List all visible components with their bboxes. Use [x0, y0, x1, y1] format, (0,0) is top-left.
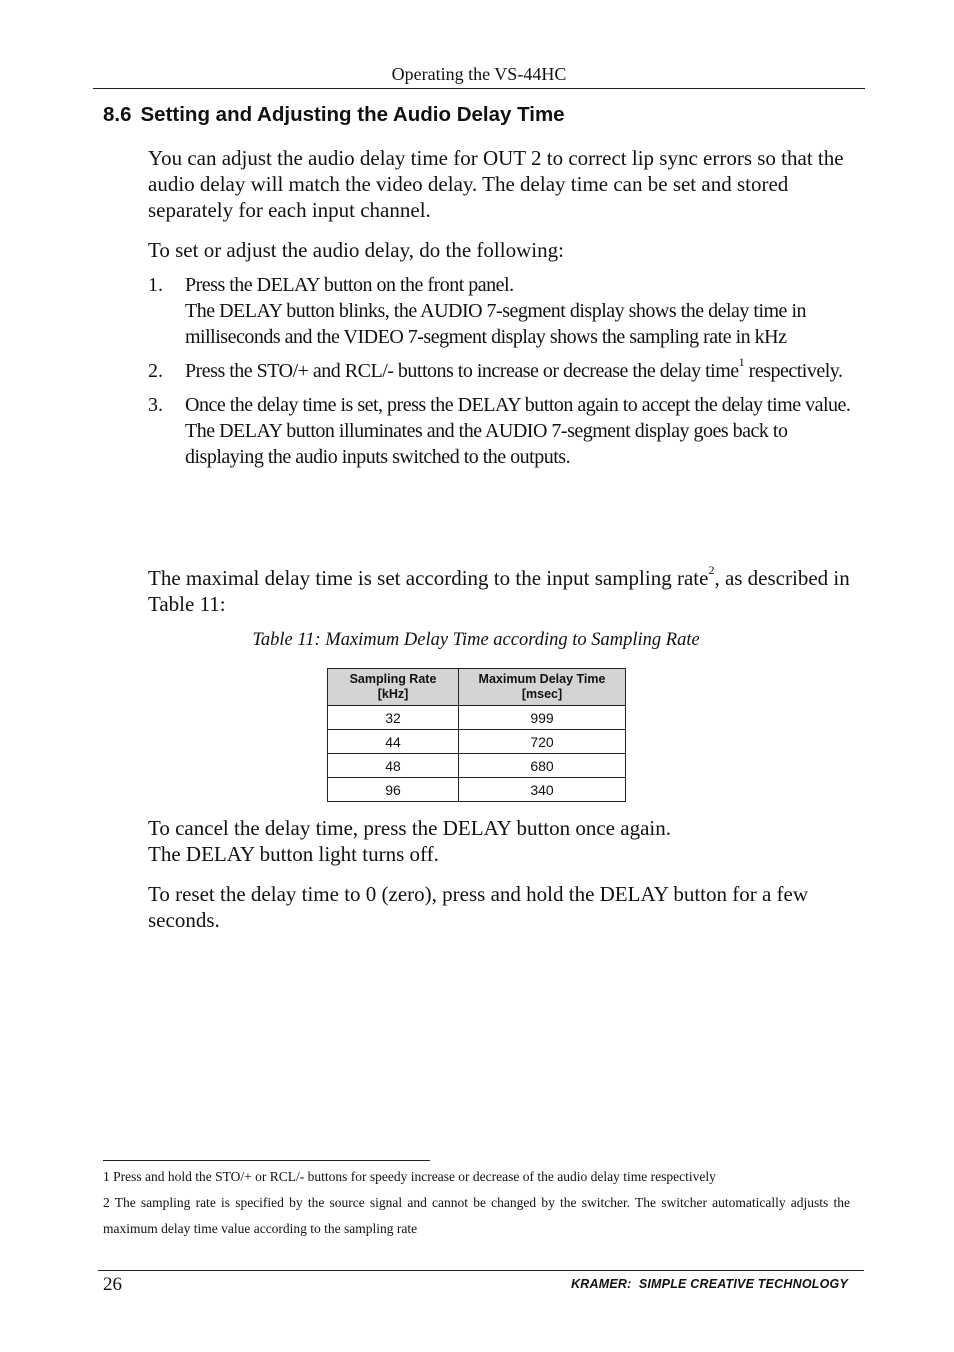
lead-paragraph: To set or adjust the audio delay, do the following:: [148, 238, 564, 262]
step-text: Once the delay time is set, press the DELAY button again to accept the delay time value.: [185, 394, 851, 416]
column-header-sampling-rate: [328, 669, 459, 706]
step-3: [148, 392, 860, 470]
max-delay-cell: 680: [459, 754, 626, 778]
max-delay-cell: 999: [459, 706, 626, 730]
column-header-max-delay: [459, 669, 626, 706]
footnotes: [103, 1164, 850, 1242]
maximal-delay-paragraph: [148, 565, 860, 617]
table-row: [328, 754, 626, 778]
sampling-rate-cell: 32: [328, 706, 459, 730]
reset-paragraph: To reset the delay time to 0 (zero), press and hold the DELAY button for a few seconds.: [148, 882, 809, 932]
cancel-paragraph: [148, 815, 860, 867]
footnote-1: 1 Press and hold the STO/+ or RCL/- buttons for speedy increase or decrease of the audio delay time respectively: [103, 1169, 716, 1184]
delay-time-table: [327, 668, 626, 802]
step-2: [148, 355, 860, 384]
cancel-instruction: To cancel the delay time, press the DELAY button once again.: [148, 816, 671, 840]
table-header-row: [328, 669, 626, 706]
step-number: 3.: [148, 394, 163, 416]
procedure-steps: [148, 272, 860, 478]
footer-divider: [98, 1270, 864, 1271]
intro-paragraph: You can adjust the audio delay time for OUT 2 to correct lip sync errors so that the audio delay will match the video delay. The delay time can be set and stored separately for each input channel.: [148, 146, 844, 222]
section-title: Setting and Adjusting the Audio Delay Time: [140, 103, 565, 126]
header-unit: [kHz]: [377, 687, 409, 701]
header-line: Sampling Rate: [349, 672, 437, 686]
step-number: 2.: [148, 360, 163, 382]
page-number: 26: [103, 1274, 122, 1295]
header-unit: [msec]: [521, 687, 563, 701]
table-row: [328, 778, 626, 802]
maximal-delay-text: The maximal delay time is set according to the input sampling rate: [148, 566, 709, 590]
section-number: 8.6: [103, 103, 132, 126]
step-number: 1.: [148, 274, 163, 296]
step-1: [148, 272, 860, 350]
table-row: [328, 730, 626, 754]
footer-brand: KRAMER: SIMPLE CREATIVE TECHNOLOGY: [571, 1277, 848, 1291]
running-header: Operating the VS-44HC: [93, 64, 865, 89]
footnote-2: 2 The sampling rate is specified by the source signal and cannot be changed by the switcher. The switcher automatically adjusts the maximum delay time value according to the sampling rate: [103, 1195, 850, 1236]
table-caption: Table 11: Maximum Delay Time according to Sampling Rate: [252, 630, 700, 650]
footnote-divider: [103, 1160, 430, 1161]
step-text: Press the DELAY button on the front panel.: [185, 274, 514, 296]
sampling-rate-cell: 48: [328, 754, 459, 778]
sampling-rate-cell: 44: [328, 730, 459, 754]
footnote-ref-1: 1: [738, 355, 745, 370]
step-result-text: The DELAY button illuminates and the AUDIO 7-segment display goes back to displaying the audio inputs switched to the outputs.: [185, 420, 788, 468]
step-text-continued: respectively.: [748, 360, 843, 382]
header-line: Maximum Delay Time: [478, 672, 606, 686]
sampling-rate-cell: 96: [328, 778, 459, 802]
max-delay-cell: 340: [459, 778, 626, 802]
table-row: [328, 706, 626, 730]
cancel-result: The DELAY button light turns off.: [148, 842, 439, 866]
step-text: Press the STO/+ and RCL/- buttons to increase or decrease the delay time: [185, 360, 739, 382]
max-delay-cell: 720: [459, 730, 626, 754]
step-result-text: The DELAY button blinks, the AUDIO 7-segment display shows the delay time in milliseconds and the VIDEO 7-segment display shows the sampling rate in kHz: [185, 300, 806, 348]
maximal-delay-text-continued: , as described in Table 11:: [148, 566, 850, 616]
section-heading: [103, 103, 565, 127]
footnote-ref-2: 2: [708, 563, 715, 577]
